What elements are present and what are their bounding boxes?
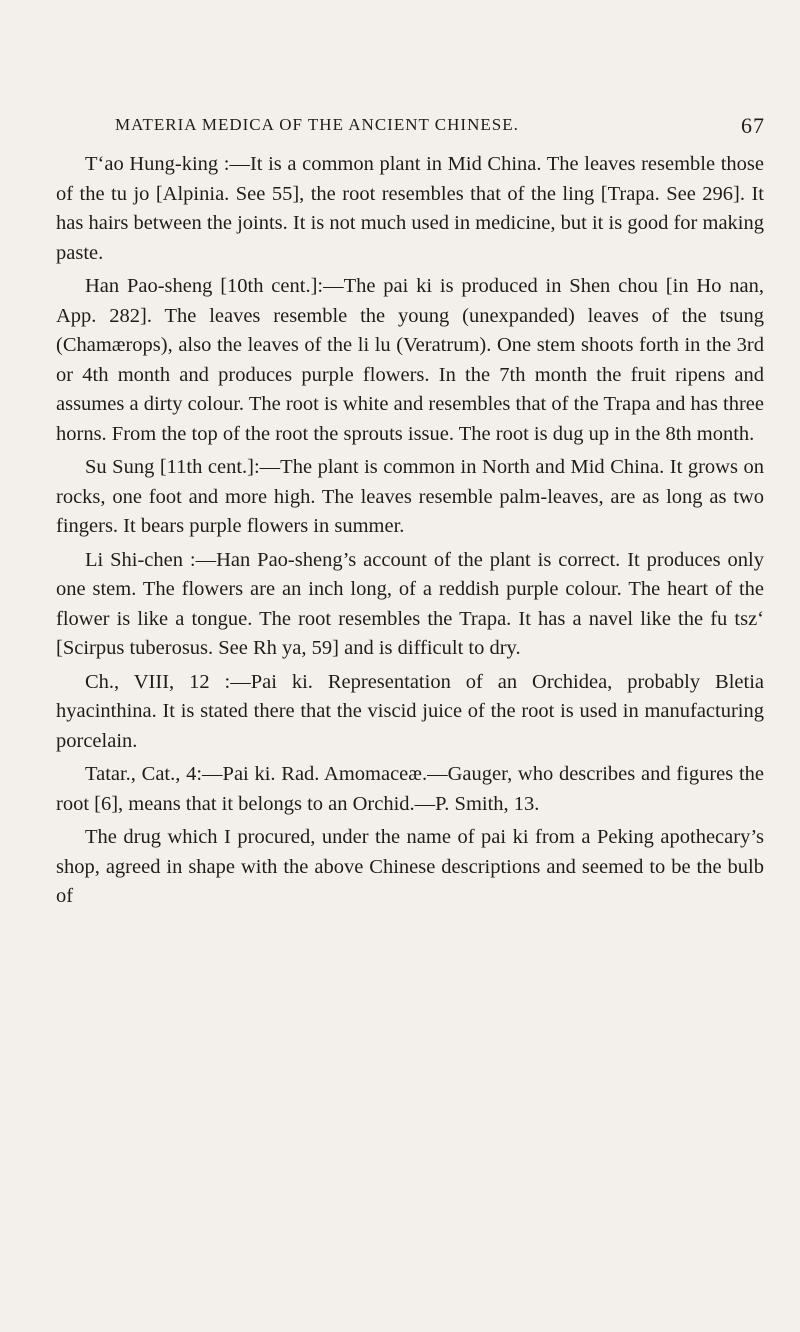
paragraph-han-pao-sheng: Han Pao-sheng [10th cent.]:—The pai ki is produced in Shen chou [in Ho nan, App. 282]. The leaves resemble the young (unexpanded) leaves of the tsung (Chamærops), also the leaves of the li lu (Veratrum). One stem shoots forth in the 3rd or 4th month and produces purple flowers. In the 7th month the fruit ripens and assumes a dirty colour. The root is white and resembles that of the Trapa and has three horns. From the top of the root the sprouts issue. The root is dug up in the 8th month.	[56, 275, 764, 445]
body-text	[56, 150, 764, 916]
paragraph-tao-hung-king: T‘ao Hung-king :—It is a common plant in Mid China. The leaves resemble those of the tu jo [Alpinia. See 55], the root resembles that of the ling [Trapa. See 296]. It has hairs between the joints. It is not much used in medicine, but it is good for making paste.	[56, 153, 764, 264]
paragraph-ch-viii: Ch., VIII, 12 :—Pai ki. Representation of an Orchidea, probably Bletia hyacinthina. It is stated there that the viscid juice of the root is used in manufacturing porcelain.	[56, 670, 764, 752]
running-title: MATERIA MEDICA OF THE ANCIENT CHINESE.	[115, 115, 519, 134]
page-number: 67	[741, 113, 765, 138]
paragraph-su-sung: Su Sung [11th cent.]:—The plant is common in North and Mid China. It grows on rocks, one foot and more high. The leaves resemble palm-leaves, are as long as two fingers. It bears purple flowers in summer.	[56, 456, 764, 537]
paragraph-tatar-cat: Tatar., Cat., 4:—Pai ki. Rad. Amomaceæ.—Gauger, who describes and figures the root [6], means that it belongs to an Orchid.—P. Smith, 13.	[56, 763, 764, 815]
running-head	[115, 115, 765, 139]
paragraph-drug-procured: The drug which I procured, under the name of pai ki from a Peking apothecary’s shop, agreed in shape with the above Chinese descriptions and seemed to be the bulb of	[56, 826, 764, 907]
paragraph-li-shi-chen: Li Shi-chen :—Han Pao-sheng’s account of the plant is correct. It produces only one stem. The flowers are an inch long, of a reddish purple colour. The heart of the flower is like a tongue. The root resembles the Trapa. It has a navel like the fu tsz‘ [Scirpus tuberosus. See Rh ya, 59] and is difficult to dry.	[56, 548, 764, 659]
